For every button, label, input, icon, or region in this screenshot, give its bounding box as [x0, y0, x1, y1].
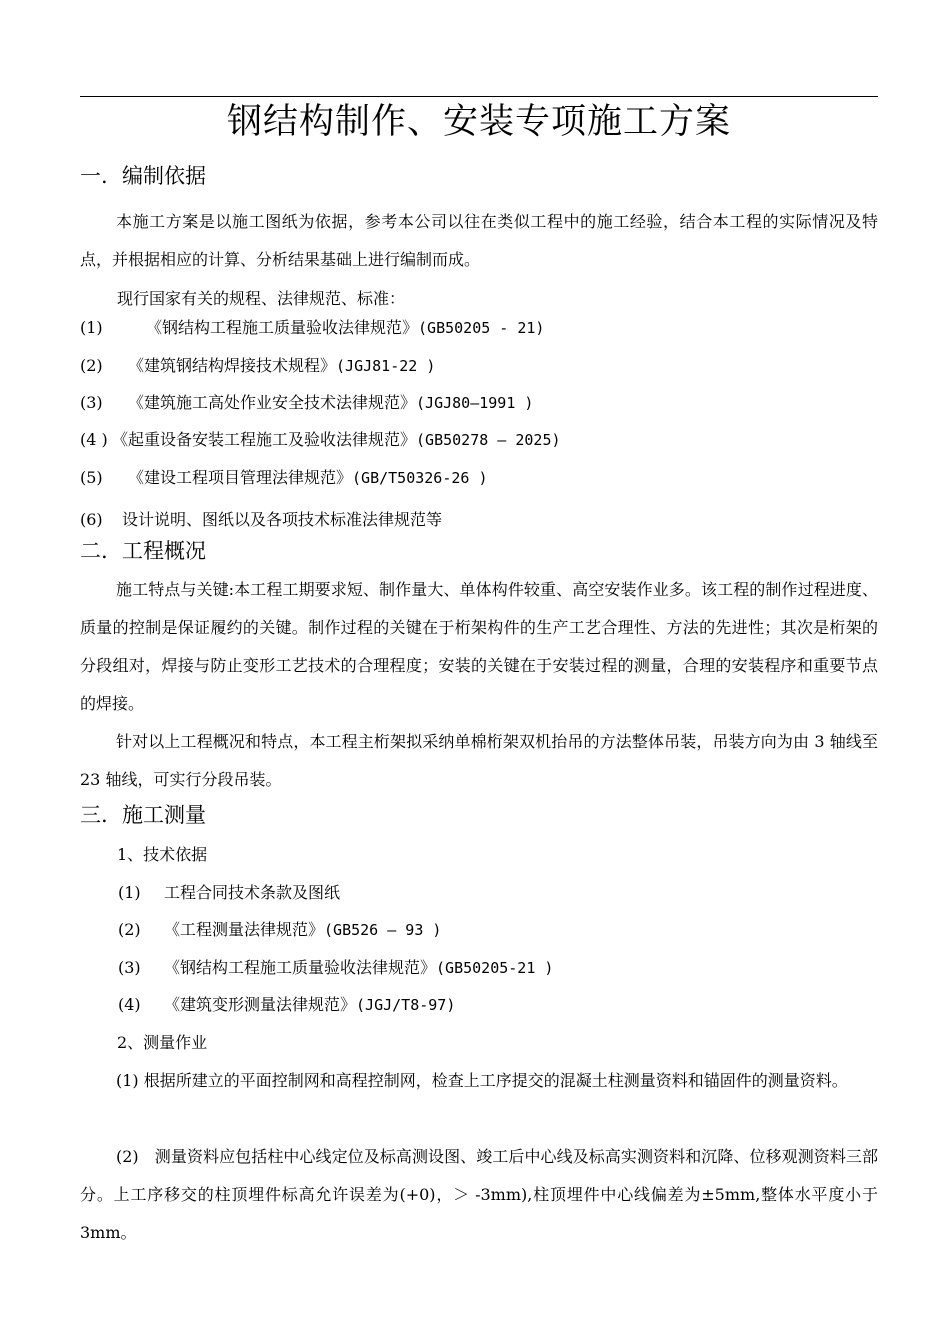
- item-code: (JGJ81-22 ): [336, 357, 436, 375]
- item-name: 设计说明、图纸以及各项技术标准法律规范等: [122, 510, 443, 529]
- standard-item-1: [80, 316, 544, 340]
- item-name: 《建设工程项目管理法律规范》: [128, 468, 353, 487]
- standards-intro: 现行国家有关的规程、法律规范、标准：: [117, 289, 406, 308]
- item-label: (5): [80, 468, 103, 487]
- basis-item-1: [118, 881, 340, 905]
- section-3-paragraph-1: (1) 根据所建立的平面控制网和高程控制网，检查上工序提交的混凝土柱测量资料和锚固件的测量资料。: [116, 1071, 848, 1090]
- item-name: 《钢结构工程施工质量验收法律规范》: [164, 958, 437, 977]
- item-label: (2): [80, 356, 103, 375]
- section-3-title: 施工测量: [122, 803, 206, 827]
- item-code: (GB50205-21 ): [436, 959, 554, 977]
- standard-item-5: [80, 466, 487, 490]
- item-code: (GB/T50326-26 ): [352, 469, 488, 487]
- standard-item-4: [80, 428, 561, 452]
- item-label: (2): [118, 920, 141, 939]
- section-3-paragraph-2: (2) 测量资料应包括柱中心线定位及标高测设图、竣工后中心线及标高实测资料和沉降、位移观测资料三部分。上工序移交的柱顶埋件标高允许误差为(+0)，＞ -3mm),柱顶埋件中心线偏差为±5mm,整体水平度小于 3mm。: [80, 1147, 878, 1242]
- section-2-title: 工程概况: [122, 539, 206, 563]
- item-label: (4 ): [80, 430, 108, 449]
- item-label: (1): [118, 883, 141, 902]
- document-title: 钢结构制作、安装专项施工方案: [226, 102, 731, 142]
- section-2-heading: [80, 536, 206, 566]
- standard-item-2: [80, 354, 435, 378]
- section-1-number: 一.: [80, 164, 108, 188]
- item-code: (JGJ/T8-97): [356, 996, 456, 1014]
- item-code: (GB50278 — 2025): [416, 431, 561, 449]
- item-name: 《钢结构工程施工质量验收法律规范》: [146, 318, 419, 337]
- standard-item-6: [80, 508, 442, 532]
- item-code: (GB50205 - 21): [418, 319, 545, 337]
- item-code: (JGJ80—1991 ): [416, 394, 534, 412]
- item-label: (4): [118, 995, 141, 1014]
- item-label: (3): [118, 958, 141, 977]
- subsection-survey-work: 2、测量作业: [117, 1033, 208, 1052]
- header-rule: [80, 96, 878, 97]
- item-name: 《建筑变形测量法律规范》: [164, 995, 357, 1014]
- section-3-number: 三.: [80, 803, 108, 827]
- basis-item-3: [118, 956, 553, 980]
- item-name: 工程合同技术条款及图纸: [164, 883, 341, 902]
- section-2-paragraph-2: 针对以上工程概况和特点，本工程主桁架拟采纳单棉桁架双机抬吊的方法整体吊装，吊装方向为由 3 轴线至 23 轴线，可实行分段吊装。: [80, 732, 878, 789]
- section-2-paragraph-1: 施工特点与关键:本工程工期要求短、制作量大、单体构件较重、高空安装作业多。该工程的制作过程进度、质量的控制是保证履约的关键。制作过程的关键在于桁架构件的生产工艺合理性、方法的先进性；其次是桁架的分段组对，焊接与防止变形工艺技术的合理程度；安装的关键在于安装过程的测量，合理的安装程序和重要节点的焊接。: [80, 580, 878, 713]
- item-label: (3): [80, 393, 103, 412]
- subsection-technical-basis: 1、技术依据: [117, 845, 208, 864]
- item-label: (6): [80, 510, 103, 529]
- item-name: 《建筑施工高处作业安全技术法律规范》: [128, 393, 417, 412]
- basis-item-2: [118, 918, 441, 942]
- standard-item-3: [80, 391, 533, 415]
- item-label: (1): [80, 318, 103, 337]
- item-code: (GB526 — 93 ): [324, 921, 442, 939]
- basis-item-4: [118, 993, 455, 1017]
- section-1-heading: [80, 161, 206, 191]
- section-1-title: 编制依据: [122, 164, 206, 188]
- section-2-number: 二.: [80, 539, 108, 563]
- item-name: 《工程测量法律规范》: [164, 920, 325, 939]
- section-1-intro: 本施工方案是以施工图纸为依据，参考本公司以往在类似工程中的施工经验，结合本工程的实际情况及特点，并根据相应的计算、分析结果基础上进行编制而成。: [80, 212, 878, 269]
- item-name: 《建筑钢结构焊接技术规程》: [128, 356, 337, 375]
- section-3-heading: [80, 800, 206, 830]
- item-name: 《起重设备安装工程施工及验收法律规范》: [112, 430, 417, 449]
